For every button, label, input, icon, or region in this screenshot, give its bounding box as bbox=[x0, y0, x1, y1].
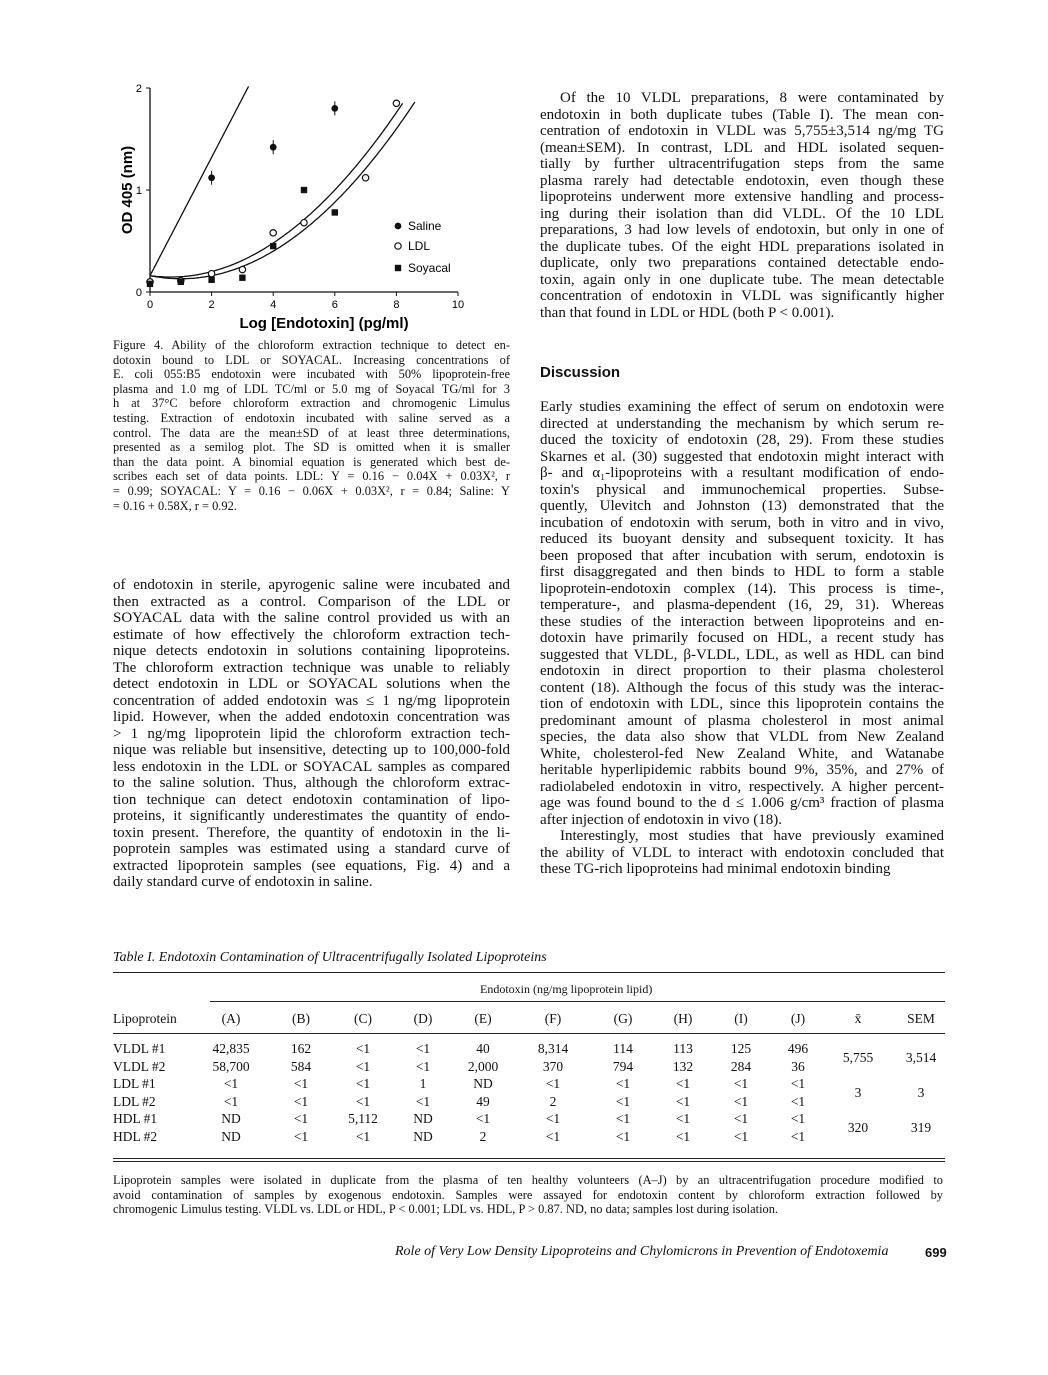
text-line: Skarnes et al. (30) suggested that endotoxin might interact with bbox=[540, 448, 944, 465]
table-cell: 2,000 bbox=[467, 1058, 499, 1074]
table-mean: 320 bbox=[847, 1120, 869, 1135]
table-column-header: (E) bbox=[474, 1011, 492, 1026]
text-line: incubation of endotoxin with serum, both in vitro and in vivo, bbox=[540, 514, 944, 531]
table-cell: <1 bbox=[355, 1128, 371, 1144]
text-line: dotoxin bound to LDL or SOYACAL. Increasing concentrations of bbox=[113, 352, 510, 367]
soyacal-point bbox=[332, 209, 338, 215]
legend-label: Soyacal bbox=[408, 261, 451, 275]
table-cell: 584 bbox=[290, 1058, 312, 1074]
soyacal-point bbox=[208, 277, 214, 283]
table-row-label: HDL #2 bbox=[113, 1128, 158, 1144]
table-cell: ND bbox=[221, 1128, 241, 1144]
text-line: proteins, it significantly underestimates the quantity of endo- bbox=[113, 808, 510, 824]
figure-4-chart bbox=[100, 70, 500, 340]
table-cell: 284 bbox=[730, 1058, 752, 1074]
text-line: less endotoxin in the LDL or SOYACAL samples as compared bbox=[113, 758, 510, 775]
text-line: dotoxin have primarily focused on HDL, a recent study has bbox=[540, 630, 944, 646]
table-footnote bbox=[113, 1173, 943, 1217]
ldl-point bbox=[270, 230, 276, 236]
table-top-rule bbox=[113, 972, 945, 973]
table-cell: 496 bbox=[787, 1041, 809, 1056]
legend-label: LDL bbox=[408, 239, 431, 253]
y-axis-label: OD 405 (nm) bbox=[119, 145, 136, 235]
text-line: nique detects endotoxin in solutions containing lipoproteins. bbox=[113, 643, 510, 659]
text-line: daily standard curve of endotoxin in saline. bbox=[113, 874, 373, 890]
table-cell: <1 bbox=[545, 1128, 561, 1144]
table-cell: <1 bbox=[355, 1076, 371, 1091]
table-cell: <1 bbox=[615, 1128, 631, 1144]
text-line: been proposed that after incubation with serum, endotoxin is bbox=[540, 547, 944, 564]
text-line: than that found in LDL or HDL (both P < 0.001). bbox=[540, 304, 835, 321]
text-line: the ability of VLDL to interact with endotoxin concluded that bbox=[540, 844, 944, 861]
table-cell: 125 bbox=[730, 1041, 752, 1056]
soyacal-point bbox=[147, 281, 153, 287]
text-line: toxin, again only in one duplicate tube. The mean detectable bbox=[540, 271, 944, 288]
table-cell: 132 bbox=[672, 1058, 694, 1074]
table-cell: <1 bbox=[733, 1093, 749, 1109]
table-cell: <1 bbox=[293, 1093, 309, 1109]
x-tick-label: 10 bbox=[451, 299, 465, 311]
text-line: of endotoxin in sterile, apyrogenic saline were incubated and bbox=[113, 577, 510, 593]
text-line: plasma and 1.0 mg of LDL TC/ml or 5.0 mg of Soyacal TG/ml for 3 bbox=[113, 381, 510, 396]
soyacal-point bbox=[270, 243, 276, 249]
discussion-text bbox=[540, 399, 944, 878]
table-cell: 370 bbox=[542, 1058, 564, 1074]
text-line: tion technique can detect endotoxin contamination of lipo- bbox=[113, 791, 510, 808]
text-line: The chloroform extraction technique was unable to reliably bbox=[113, 659, 510, 676]
text-line: toxin present. Therefore, the quantity of endotoxin in the li- bbox=[113, 824, 510, 841]
table-cell: 794 bbox=[612, 1058, 634, 1074]
table-cell: <1 bbox=[415, 1041, 431, 1056]
table-column-header: x̄ bbox=[854, 1011, 862, 1026]
text-line: radiolabeled endotoxin in vitro, respectively. A higher percent- bbox=[540, 778, 944, 795]
text-line: estimate of how effectively the chloroform extraction tech- bbox=[113, 626, 510, 643]
x-tick-label: 8 bbox=[393, 299, 400, 311]
table-column-header: (H) bbox=[673, 1011, 693, 1026]
text-line: E. coli 055:B5 endotoxin were incubated with 50% lipoprotein-free bbox=[113, 367, 510, 382]
text-line: chromogenic Limulus testing. VLDL vs. LDL or HDL, P < 0.001; LDL vs. HDL, P > 0.87. ND, no data; samples lost during isolation. bbox=[113, 1202, 778, 1217]
table-row-label: VLDL #1 bbox=[113, 1041, 166, 1056]
table-row-label: LDL #2 bbox=[113, 1093, 156, 1109]
saline-fit-curve bbox=[150, 86, 249, 275]
table-cell: ND bbox=[473, 1076, 493, 1091]
table-row-label: VLDL #2 bbox=[113, 1058, 166, 1074]
right-column-text bbox=[540, 90, 944, 321]
y-tick-label: 0 bbox=[135, 287, 142, 299]
table-cell: 8,314 bbox=[537, 1041, 569, 1056]
text-line: the duplicate tubes. Of the eight HDL preparations isolated in bbox=[540, 238, 944, 255]
table-bottom-rule bbox=[113, 1158, 945, 1159]
table-cell: <1 bbox=[615, 1076, 631, 1091]
table-column-header: (F) bbox=[544, 1011, 562, 1026]
ldl-point bbox=[393, 100, 399, 106]
table-group-rule bbox=[210, 1001, 945, 1002]
table-title: Table I. Endotoxin Contamination of Ultracentrifugally Isolated Lipoproteins bbox=[113, 950, 547, 965]
table-mean: 5,755 bbox=[842, 1050, 874, 1065]
text-line: β- and α₁-lipoproteins with a resultant modification of endo- bbox=[540, 465, 944, 481]
legend-ldl-marker bbox=[395, 243, 401, 249]
table-cell: 162 bbox=[290, 1041, 312, 1056]
table-cell: <1 bbox=[355, 1093, 371, 1109]
text-line: these TG-rich lipoproteins had minimal endotoxin binding bbox=[540, 861, 891, 877]
text-line: concentration of endotoxin in VLDL was significantly higher bbox=[540, 288, 944, 304]
table-sem: 319 bbox=[910, 1120, 932, 1135]
table-column-header: (A) bbox=[221, 1011, 241, 1026]
text-line: lipoprotein-endotoxin complex (14). This process is time-, bbox=[540, 580, 944, 597]
text-line: h at 37°C before chloroform extraction and chromogenic Limulus bbox=[113, 396, 510, 411]
table-cell: <1 bbox=[355, 1058, 371, 1074]
table-cell: 5,112 bbox=[348, 1111, 378, 1126]
text-line: Early studies examining the effect of serum on endotoxin were bbox=[540, 399, 944, 415]
soyacal-point bbox=[239, 275, 245, 281]
table-cell: 42,835 bbox=[212, 1041, 250, 1056]
text-line: scribes each set of data points. LDL: Y = 0.16 − 0.04X + 0.03X², r bbox=[113, 469, 510, 484]
figure-caption bbox=[113, 338, 510, 513]
text-line: heritable hyperlipidemic rabbits bound 9%, 35%, and 27% of bbox=[540, 762, 944, 778]
text-line: tially by further ultracentrifugation steps from the same bbox=[540, 156, 944, 172]
table-mean: 3 bbox=[854, 1085, 862, 1100]
table-column-header: (I) bbox=[734, 1011, 748, 1026]
text-line: temperature-, and plasma-dependent (16, 29, 31). Whereas bbox=[540, 597, 944, 613]
x-tick-label: 4 bbox=[270, 299, 277, 311]
table-column-header: (B) bbox=[292, 1011, 310, 1026]
table-column-header: (J) bbox=[790, 1011, 806, 1026]
text-line: extracted lipoprotein samples (see equations, Fig. 4) and a bbox=[113, 857, 510, 874]
text-line: reduced its buoyant density and subsequent toxicity. It has bbox=[540, 531, 944, 547]
ldl-point bbox=[362, 175, 368, 181]
table-group-header: Endotoxin (ng/mg lipoprotein lipid) bbox=[480, 982, 653, 996]
table-cell: 114 bbox=[613, 1041, 633, 1056]
text-line: quently, Ulevitch and Johnston (13) demonstrated that the bbox=[540, 498, 944, 514]
table-cell: <1 bbox=[615, 1093, 631, 1109]
soyacal-point bbox=[178, 279, 184, 285]
text-line: SOYACAL data with the saline control provided us with an bbox=[113, 610, 510, 626]
text-line: endotoxin in direct proportion to their plasma cholesterol bbox=[540, 663, 944, 679]
table-column-header: SEM bbox=[907, 1011, 935, 1026]
page-number: 699 bbox=[925, 1245, 947, 1260]
text-line: Lipoprotein samples were isolated in duplicate from the plasma of ten healthy volunteers (A–J) by an ultracentrifugation procedure modified to bbox=[113, 1173, 943, 1187]
table-cell: 49 bbox=[476, 1093, 490, 1109]
text-line: detect endotoxin in LDL or SOYACAL solutions when the bbox=[113, 676, 510, 692]
text-line: tion of endotoxin with LDL, since this lipoprotein contains the bbox=[540, 696, 944, 712]
table-row-header: Lipoprotein bbox=[113, 1011, 177, 1026]
table-cell: <1 bbox=[415, 1058, 431, 1074]
text-line: (mean±SEM). In contrast, LDL and HDL isolated sequen- bbox=[540, 139, 944, 156]
ldl-fit-curve bbox=[150, 103, 403, 277]
text-line: duplicate, only two preparations contained detectable endo- bbox=[540, 255, 944, 271]
table-bottom-rule-2 bbox=[113, 1161, 945, 1162]
text-line: lipid. However, when the added endotoxin concentration was bbox=[113, 709, 510, 725]
text-line: suggested that VLDL, β-VLDL, LDL, as well as HDL can bind bbox=[540, 646, 944, 663]
table-cell: <1 bbox=[733, 1076, 749, 1091]
table-cell: ND bbox=[221, 1111, 241, 1126]
text-line: content (18). Although the focus of this study was the interac- bbox=[540, 679, 944, 696]
text-line: species, the data also show that VLDL from New Zealand bbox=[540, 729, 944, 745]
text-line: directed at understanding the mechanism by which serum re- bbox=[540, 415, 944, 432]
table-cell: <1 bbox=[790, 1093, 806, 1109]
running-title: Role of Very Low Density Lipoproteins and Chylomicrons in Prevention of Endotoxemia bbox=[395, 1244, 889, 1259]
table-sem: 3,514 bbox=[905, 1050, 937, 1065]
table-cell: <1 bbox=[475, 1111, 491, 1126]
table-cell: <1 bbox=[545, 1111, 561, 1126]
table-cell: ND bbox=[413, 1111, 433, 1126]
table-cell: 36 bbox=[791, 1058, 805, 1074]
table-cell: <1 bbox=[675, 1076, 691, 1091]
legend-label: Saline bbox=[408, 219, 442, 233]
legend-saline-marker bbox=[395, 223, 402, 230]
text-line: ing during their isolation than did VLDL. Of the 10 LDL bbox=[540, 205, 944, 222]
table-cell: <1 bbox=[355, 1041, 371, 1056]
discussion-heading: Discussion bbox=[540, 364, 621, 381]
ldl-point bbox=[208, 270, 214, 276]
text-line: control. The data are the mean±SD of at least three determinations, bbox=[113, 425, 510, 440]
text-line: plasma rarely had detectable endotoxin, even though these bbox=[540, 172, 944, 189]
text-line: > 1 ng/mg lipoprotein lipid the chloroform extraction tech- bbox=[113, 725, 510, 742]
table-row-label: LDL #1 bbox=[113, 1076, 156, 1091]
text-line: Figure 4. Ability of the chloroform extraction technique to detect en- bbox=[113, 338, 510, 352]
table-cell: <1 bbox=[790, 1076, 806, 1091]
text-line: than the data point. A binomial equation is generated which best de- bbox=[113, 454, 510, 469]
text-line: lipoproteins underwent more extensive handling and process- bbox=[540, 189, 944, 205]
table-column-header: (D) bbox=[413, 1011, 433, 1026]
table-sem: 3 bbox=[917, 1085, 925, 1100]
text-line: age was found bound to the d ≤ 1.006 g/cm³ fraction of plasma bbox=[540, 795, 944, 811]
text-line: testing. Extraction of endotoxin incubated with saline served as a bbox=[113, 410, 510, 425]
text-line: toxin's physical and immunochemical properties. Subse- bbox=[540, 481, 944, 498]
text-line: avoid contamination of samples by exogenous endotoxin. Samples were assayed for endotoxin content by chloroform extraction followed by bbox=[113, 1187, 943, 1202]
table-cell: <1 bbox=[415, 1093, 431, 1109]
text-line: then extracted as a control. Comparison of the LDL or bbox=[113, 593, 510, 610]
table-cell: <1 bbox=[223, 1093, 239, 1109]
table-cell: <1 bbox=[733, 1128, 749, 1144]
text-line: Of the 10 VLDL preparations, 8 were contaminated by bbox=[560, 90, 944, 106]
table-cell: 1 bbox=[419, 1076, 427, 1091]
text-line: concentration of added endotoxin was ≤ 1 ng/mg lipoprotein bbox=[113, 692, 510, 709]
table-cell: <1 bbox=[790, 1111, 806, 1126]
table-cell: 113 bbox=[673, 1041, 693, 1056]
y-tick-label: 1 bbox=[135, 185, 142, 197]
table-cell: <1 bbox=[293, 1076, 309, 1091]
text-line: Interestingly, most studies that have previously examined bbox=[560, 828, 944, 844]
text-line: endotoxin in both duplicate tubes (Table I). The mean con- bbox=[540, 106, 944, 123]
table-row-label: HDL #1 bbox=[113, 1111, 158, 1126]
table-column-header: (G) bbox=[613, 1011, 633, 1026]
ldl-point bbox=[239, 266, 245, 272]
table-cell: <1 bbox=[675, 1093, 691, 1109]
text-line: these studies of the interaction between lipoproteins and en- bbox=[540, 613, 944, 630]
text-line: White, cholesterol-fed New Zealand White, and Watanabe bbox=[540, 745, 944, 762]
table-cell: 40 bbox=[476, 1041, 490, 1056]
x-tick-label: 2 bbox=[208, 299, 215, 311]
table-cell: <1 bbox=[293, 1111, 309, 1126]
table-cell: <1 bbox=[675, 1111, 691, 1126]
table-cell: ND bbox=[413, 1128, 433, 1144]
table-header-rule bbox=[113, 1033, 945, 1034]
text-line: first disaggregated and then binds to HDL to form a stable bbox=[540, 564, 944, 580]
table-1 bbox=[113, 1005, 945, 1155]
text-line: nique was reliable but insensitive, detecting up to 100,000-fold bbox=[113, 742, 510, 758]
table-cell: <1 bbox=[675, 1128, 691, 1144]
text-line: duced the toxicity of endotoxin (28, 29). From these studies bbox=[540, 432, 944, 448]
text-line: = 0.16 + 0.58X, r = 0.92. bbox=[113, 498, 237, 513]
table-cell: <1 bbox=[223, 1076, 239, 1091]
table-cell: <1 bbox=[615, 1111, 631, 1126]
x-tick-label: 0 bbox=[146, 299, 154, 311]
text-line: presented as a semilog plot. The SD is omitted when it is smaller bbox=[113, 440, 510, 455]
text-line: after injection of endotoxin in vivo (18). bbox=[540, 811, 783, 828]
left-column-text bbox=[113, 577, 510, 891]
ldl-point bbox=[301, 219, 307, 225]
soyacal-fit-curve bbox=[150, 102, 415, 279]
text-line: to the saline solution. Thus, although the chloroform extrac- bbox=[113, 775, 510, 791]
saline-point bbox=[270, 144, 277, 151]
table-cell: <1 bbox=[293, 1128, 309, 1144]
table-column-header: (C) bbox=[354, 1011, 372, 1026]
table-cell: 2 bbox=[549, 1093, 557, 1109]
table-cell: 2 bbox=[479, 1128, 487, 1144]
saline-point bbox=[331, 105, 338, 112]
legend-soyacal-marker bbox=[395, 265, 401, 271]
x-tick-label: 6 bbox=[331, 299, 338, 311]
soyacal-point bbox=[301, 187, 307, 193]
text-line: poprotein samples was estimated using a standard curve of bbox=[113, 841, 510, 857]
figure-4 bbox=[100, 70, 500, 340]
table-cell: <1 bbox=[733, 1111, 749, 1126]
text-line: preparations, 3 had low levels of endotoxin, but only in one of bbox=[540, 222, 944, 238]
text-line: centration of endotoxin in VLDL was 5,755±3,514 ng/mg TG bbox=[540, 123, 944, 139]
saline-point bbox=[208, 174, 215, 181]
table-cell: 58,700 bbox=[212, 1058, 250, 1074]
table-cell: <1 bbox=[790, 1128, 806, 1144]
text-line: = 0.99; SOYACAL: Y = 0.16 − 0.06X + 0.03X², r = 0.84; Saline: Y bbox=[113, 483, 510, 498]
text-line: predominant amount of plasma cholesterol in most animal bbox=[540, 712, 944, 729]
x-axis-label: Log [Endotoxin] (pg/ml) bbox=[239, 315, 409, 332]
table-cell: <1 bbox=[545, 1076, 561, 1091]
y-tick-label: 2 bbox=[135, 83, 142, 95]
